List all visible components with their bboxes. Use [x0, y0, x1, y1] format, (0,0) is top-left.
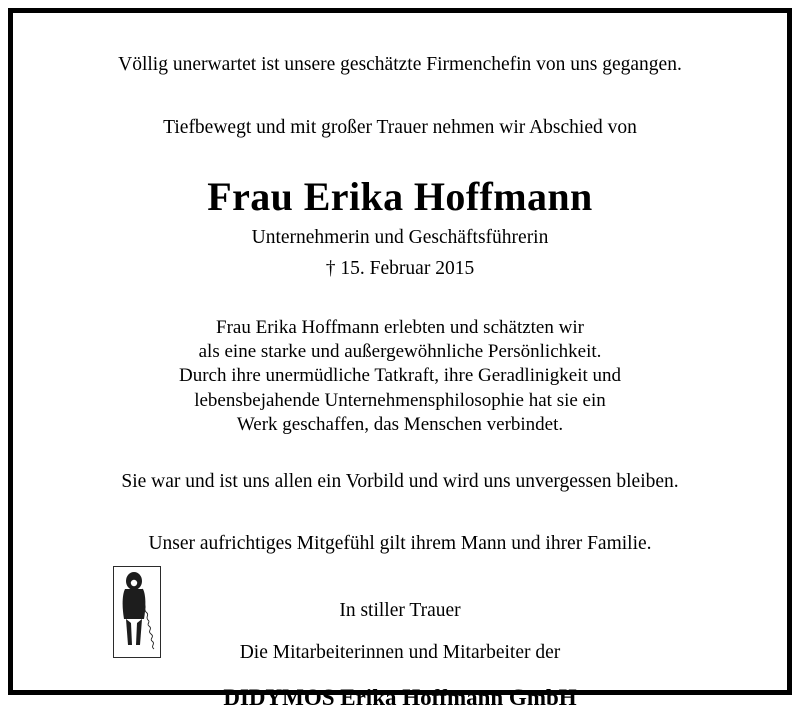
- intro-line-2: Tiefbewegt und mit großer Trauer nehmen wir Abschied von: [163, 116, 637, 138]
- baby-carrier-icon: [114, 567, 160, 657]
- tribute-line: als eine starke und außergewöhnliche Persönlichkeit.: [198, 341, 602, 363]
- tribute-line: Frau Erika Hoffmann erlebten und schätzten wir: [216, 316, 584, 338]
- intro-line-1: Völlig unerwartet ist unsere geschätzte Firmenchefin von uns gegangen.: [118, 54, 682, 75]
- remembrance-line: Sie war und ist uns allen ein Vorbild und wird uns unvergessen bleiben.: [121, 471, 679, 493]
- tribute-line: Durch ihre unermüdliche Tatkraft, ihre Geradlinigkeit und: [178, 365, 622, 387]
- death-date: † 15. Februar 2015: [325, 257, 475, 279]
- closing-line-2: Die Mitarbeiterinnen und Mitarbeiter der: [239, 642, 561, 664]
- obituary-notice-card: [8, 8, 792, 711]
- deceased-name: Frau Erika Hoffmann: [207, 173, 593, 219]
- tribute-line: Werk geschaffen, das Menschen verbindet.: [236, 414, 564, 436]
- deceased-role: Unternehmerin und Geschäftsführerin: [251, 226, 549, 248]
- signature-logo: [113, 566, 161, 658]
- company-name: DIDYMOS Erika Hoffmann GmbH: [223, 685, 577, 711]
- closing-line-1: In stiller Trauer: [339, 600, 461, 622]
- tribute-line: lebensbejahende Unternehmensphilosophie hat sie ein: [194, 389, 606, 411]
- condolence-line: Unser aufrichtiges Mitgefühl gilt ihrem Mann und ihrer Familie.: [148, 533, 652, 555]
- tribute-block: [179, 316, 621, 438]
